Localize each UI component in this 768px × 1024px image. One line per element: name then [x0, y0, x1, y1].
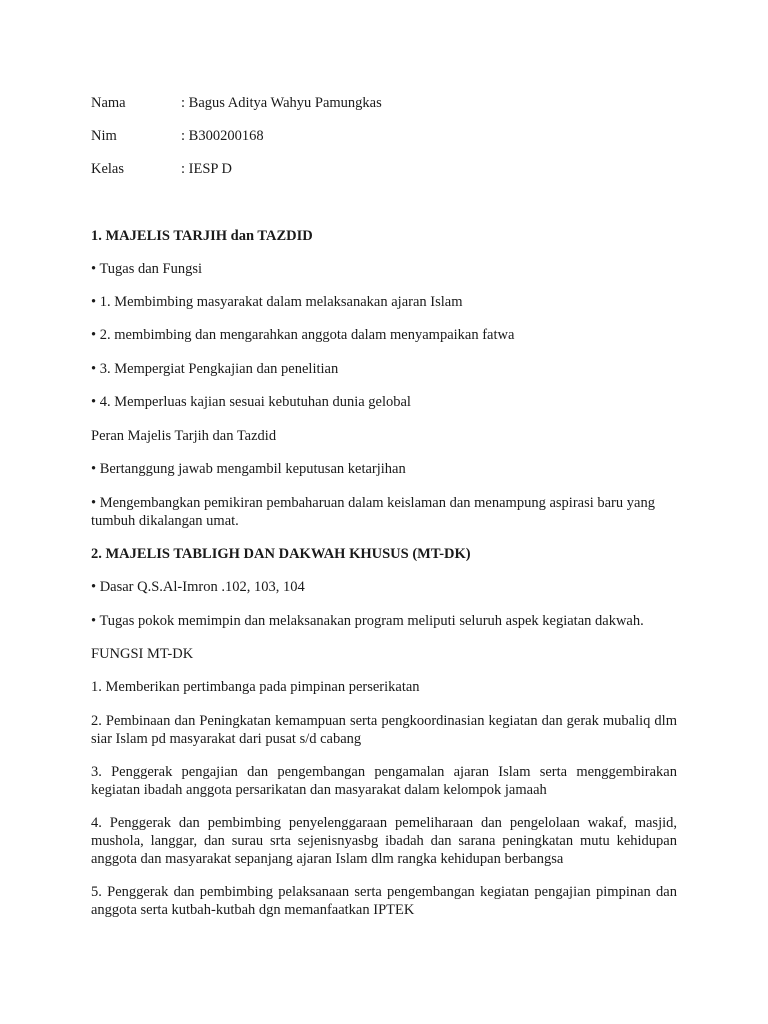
subheading: Peran Majelis Tarjih dan Tazdid: [91, 428, 277, 444]
list-item: • 1. Membimbing masyarakat dalam melaksanakan ajaran Islam: [91, 294, 463, 310]
list-item: 5. Penggerak dan pembimbing pelaksanaan serta pengembangan kegiatan pengajian pimpinan dan anggota serta kutbah-kutbah dgn memanfaatkan IPTEK: [91, 884, 677, 918]
list-item: • Bertanggung jawab mengambil keputusan ketarjihan: [91, 461, 406, 477]
list-item: 3. Penggerak pengajian dan pengembangan pengamalan ajaran Islam serta menggembirakan kegiatan ibadah anggota persarikatan dan masyarakat dalam kelompok jamaah: [91, 764, 677, 798]
nim-label: Nim: [91, 128, 117, 144]
list-item: • 3. Mempergiat Pengkajian dan penelitian: [91, 361, 339, 377]
nama-value: : Bagus Aditya Wahyu Pamungkas: [181, 95, 382, 111]
section1-heading: 1. MAJELIS TARJIH dan TAZDID: [91, 228, 313, 244]
nim-value: : B300200168: [181, 128, 264, 144]
list-item: 1. Memberikan pertimbanga pada pimpinan perserikatan: [91, 679, 420, 695]
list-item: • Tugas dan Fungsi: [91, 261, 203, 277]
list-item: • 4. Memperluas kajian sesuai kebutuhan dunia gelobal: [91, 394, 411, 410]
list-item: • 2. membimbing dan mengarahkan anggota dalam menyampaikan fatwa: [91, 327, 515, 343]
list-item: • Dasar Q.S.Al-Imron .102, 103, 104: [91, 579, 305, 595]
list-item: 4. Penggerak dan pembimbing penyelenggaraan pemeliharaan dan pengelolaan wakaf, masjid, mushola, langgar, dan surau srta sejenisnyasbg ibadah dan sarana peningkatan mutu kehidupan anggota dan masyarakat sepanjang ajaran Islam dlm rangka kehidupan berbangsa: [91, 815, 677, 867]
nama-label: Nama: [91, 95, 126, 111]
list-item: 2. Pembinaan dan Peningkatan kemampuan serta pengkoordinasian kegiatan dan gerak mubaliq dlm siar Islam pd masyarakat dari pusat s/d cabang: [91, 713, 677, 747]
section2-heading: 2. MAJELIS TABLIGH DAN DAKWAH KHUSUS (MT-DK): [91, 546, 471, 562]
subheading: FUNGSI MT-DK: [91, 646, 194, 662]
list-item: • Mengembangkan pemikiran pembaharuan dalam keislaman dan menampung aspirasi baru yang tumbuh dikalangan umat.: [91, 495, 655, 529]
list-item: • Tugas pokok memimpin dan melaksanakan program meliputi seluruh aspek kegiatan dakwah.: [91, 613, 644, 629]
kelas-value: : IESP D: [181, 161, 233, 177]
kelas-label: Kelas: [91, 161, 125, 177]
